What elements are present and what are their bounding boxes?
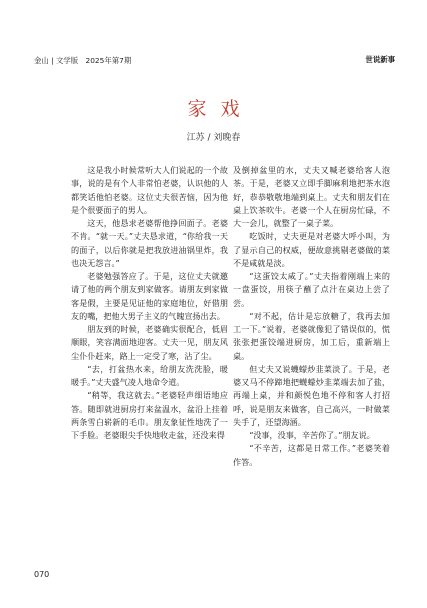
paragraph: “稍等，我这就去。”老婆轻声细语地应答。随即就进厨房打来盆温水，盆沿上挂着两条雪白崭新的毛巾。朋友象征性地洗了一下手脸。老婆眼尖手快地收走盆，还没来得 bbox=[71, 390, 228, 440]
paragraph: 吃饭时，丈夫更是对老婆大呼小叫，为了显示自己的权威，便故意挑剔老婆做的菜不是咸就是淡。 bbox=[233, 231, 390, 268]
paragraph: “去，打盆热水来，给朋友洗洗脸，暖暖手。”丈夫盛气凌人地命令道。 bbox=[71, 363, 228, 387]
paragraph: “不辛苦，这都是日常工作。”老婆笑着作答。 bbox=[233, 443, 390, 467]
paragraph: 这是我小时候常听大人们说起的一个故事，说的是有个人非常怕老婆，认识他的人都笑话他怕老婆。这位丈夫很苦恼，因为他是个很要面子的男人。 bbox=[71, 165, 228, 215]
paragraph: 老婆勉强答应了。于是，这位丈夫就邀请了他的两个朋友到家做客。请朋友到家做客是假，主要是见证他的家庭地位，好借朋友的嘴，把他大男子主义的气魄宣扬出去。 bbox=[71, 271, 228, 321]
article-body-right-column bbox=[233, 164, 390, 469]
article-title: 家戏 bbox=[187, 98, 254, 120]
magazine-issue-label: 金山 | 文学版 2025年第7期 bbox=[34, 56, 132, 65]
paragraph: “没事，没事，辛苦你了。”朋友说。 bbox=[249, 430, 375, 440]
paragraph: “对不起，估计是忘放糖了，我再去加工一下。”说着，老婆就像犯了错误似的，慌张张把蛋饺端进厨房，加工后，重新端上桌。 bbox=[233, 310, 390, 361]
paragraph: 但丈夫又说蠛蠓炒韭菜淡了。于是，老婆又马不停蹄地把蠛蠓炒韭菜端去加了盐，再端上桌，并和颜悦色地不停和客人打招呼，说是朋友来做客，自己高兴，一时做菜失手了，还望海涵。 bbox=[233, 363, 390, 427]
article-author: 江苏 / 刘晚春 bbox=[186, 133, 241, 143]
paragraph-continued: 及倒掉盆里的水，丈夫又喊老婆给客人泡茶。于是，老婆又立即手脚麻利地把茶水泡好，恭恭敬敬地端到桌上。丈夫和朋友们在桌上饮茶吹牛。老婆一个人在厨房忙碌，不大一会儿，就整了一桌子菜。 bbox=[233, 165, 390, 228]
page-number: 070 bbox=[34, 570, 50, 579]
paragraph: 朋友到的时候，老婆确实很配合，低眉顺眼，笑容满面地迎客。丈夫一见，朋友风尘仆仆赶来，路上一定受了寒，沾了尘。 bbox=[71, 324, 228, 361]
section-label: 世说新事 bbox=[365, 55, 395, 64]
paragraph: “这蛋饺太咸了。”丈夫指着刚端上来的一盘蛋饺，用筷子蘸了点汁在桌边上尝了尝。 bbox=[233, 271, 390, 308]
paragraph: 这天，他恳求老婆帮他挣回面子。老婆不肯。“就一天。”丈夫恳求道，“你给我一天的面子，以后你就是把我放进油锅里炸，我也决无怨言。” bbox=[71, 218, 228, 268]
article-body-left-column bbox=[71, 164, 228, 442]
